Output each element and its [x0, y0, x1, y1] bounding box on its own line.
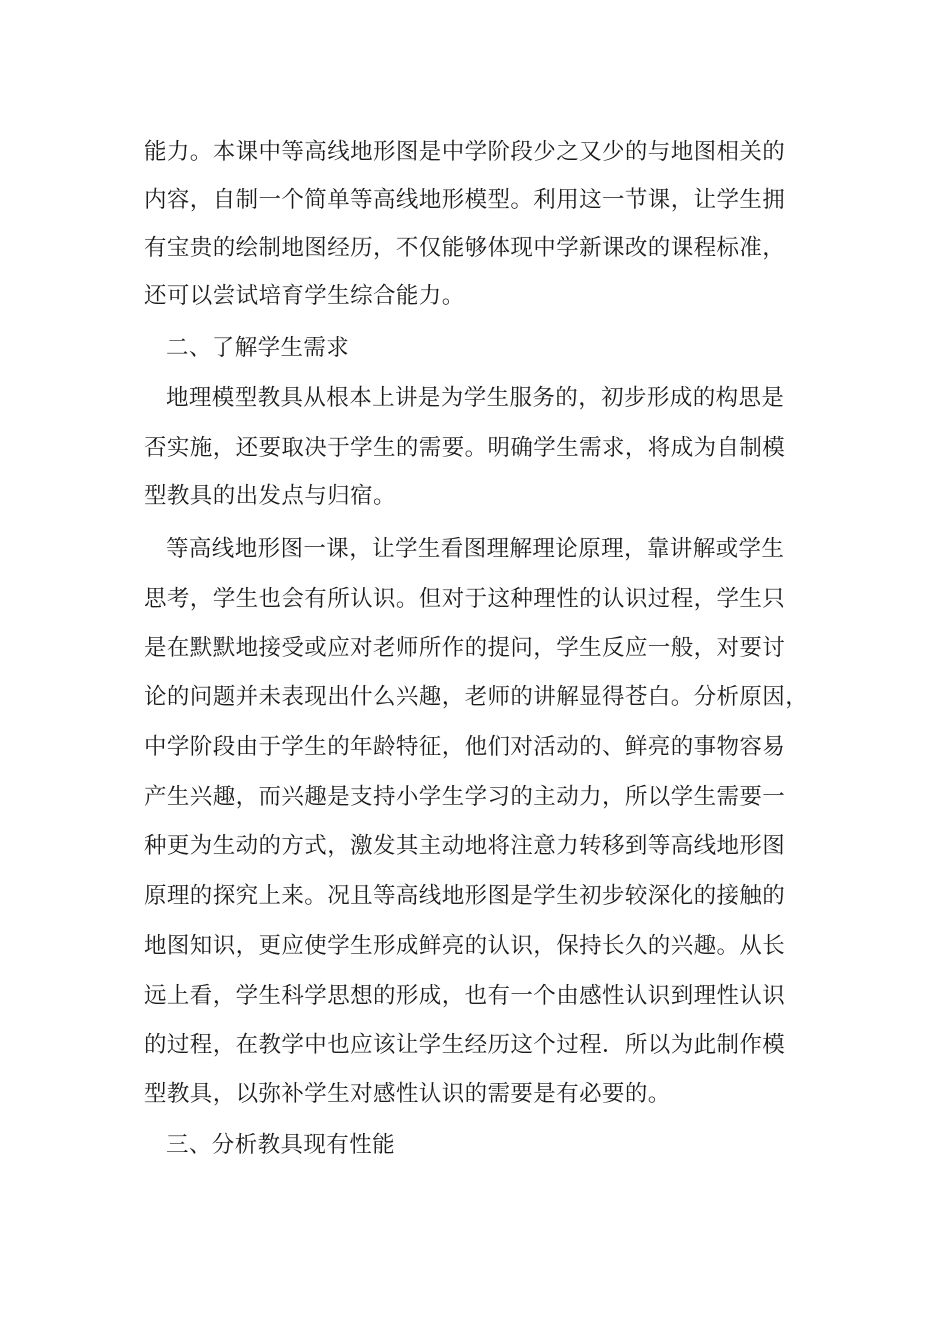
paragraph-3-line-5: 中学阶段由于学生的年龄特征，他们对活动的、鲜亮的事物容易	[144, 734, 786, 760]
paragraph-1-line-4: 还可以尝试培育学生综合能力。	[144, 283, 465, 309]
paragraph-1-line-2: 内容，自制一个简单等高线地形模型。利用这一节课，让学生拥	[144, 187, 786, 213]
paragraph-1-line-1: 能力。本课中等高线地形图是中学阶段少之又少的与地图相关的	[144, 139, 786, 165]
paragraph-3-line-10: 远上看，学生科学思想的形成，也有一个由感性认识到理性认识	[144, 983, 786, 1009]
paragraph-3-line-7: 种更为生动的方式，激发其主动地将注意力转移到等高线地形图	[144, 833, 786, 859]
paragraph-3-line-9: 地图知识，更应使学生形成鲜亮的认识，保持长久的兴趣。从长	[144, 933, 786, 959]
paragraph-3-line-6: 产生兴趣，而兴趣是支持小学生学习的主动力，所以学生需要一	[144, 784, 786, 810]
paragraph-3-line-8: 原理的探究上来。况且等高线地形图是学生初步较深化的接触的	[144, 883, 786, 909]
paragraph-2-line-1: 地理模型教具从根本上讲是为学生服务的，初步形成的构思是	[166, 385, 785, 411]
section-heading-2: 二、了解学生需求	[166, 335, 350, 361]
paragraph-3-line-3: 是在默默地接受或应对老师所作的提问，学生反应一般，对要讨	[144, 635, 786, 661]
paragraph-2-line-3: 型教具的出发点与归宿。	[144, 483, 396, 509]
section-heading-3: 三、分析教具现有性能	[166, 1132, 396, 1158]
paragraph-3-line-2: 思考，学生也会有所认识。但对于这种理性的认识过程，学生只	[144, 586, 786, 612]
paragraph-1-line-3: 有宝贵的绘制地图经历，不仅能够体现中学新课改的课程标准，	[144, 235, 786, 261]
paragraph-3-line-12: 型教具，以弥补学生对感性认识的需要是有必要的。	[144, 1081, 671, 1107]
paragraph-3-line-4: 论的问题并未表现出什么兴趣，老师的讲解显得苍白。分析原因，	[144, 684, 809, 710]
paragraph-2-line-2: 否实施，还要取决于学生的需要。明确学生需求，将成为自制模	[144, 435, 786, 461]
paragraph-3-line-11: 的过程，在教学中也应该让学生经历这个过程．所以为此制作模	[144, 1032, 786, 1058]
paragraph-3-line-1: 等高线地形图一课，让学生看图理解理论原理，靠讲解或学生	[166, 536, 785, 562]
